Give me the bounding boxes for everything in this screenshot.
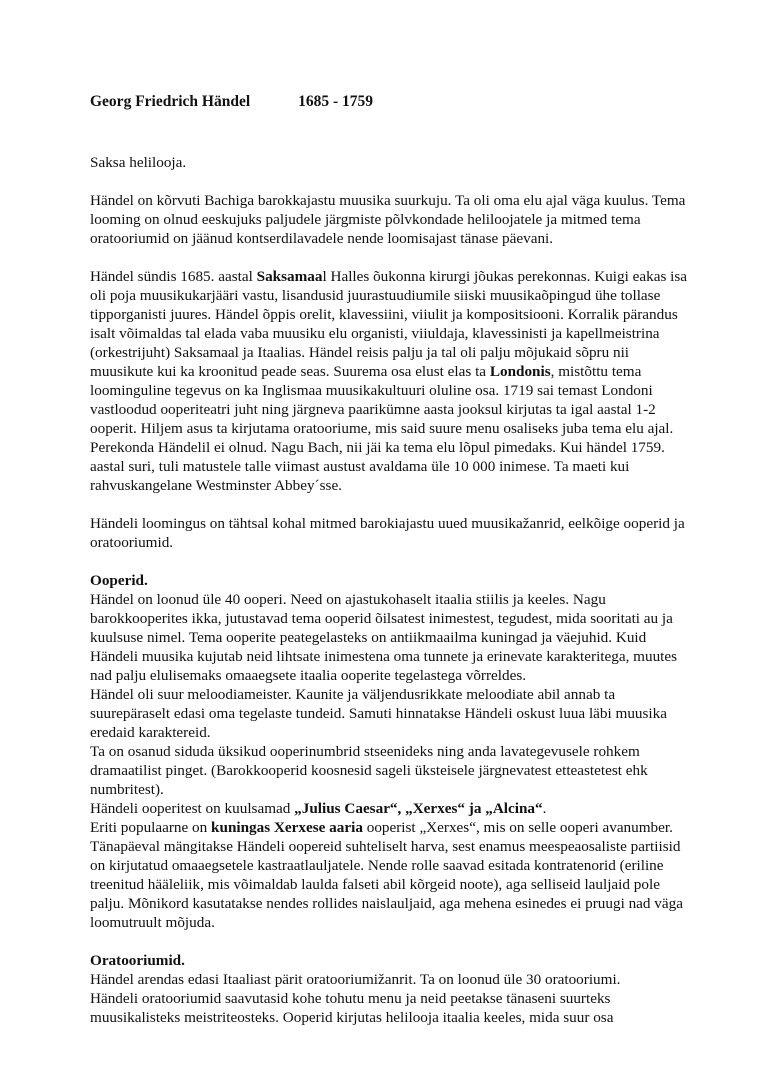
operas-heading: Ooperid. [90, 572, 148, 589]
bio-text-1: Händel sündis 1685. aastal [90, 268, 257, 285]
bio-text-3: , mistõttu tema loominguline tegevus on ka Inglismaa muusikakultuuri oluline osa. 1719 sai temast Londoni vastloodud ooperiteatri juht ning järgneva paarikümne aasta jooksul kirjutas ta igal aastal 1-2 ooperit. Hiljem asus ta kirjutama oratooriume, mis said suure menu osaliseks juba tema elu ajal. Perekonda Händelil ei olnud. Nagu Bach, nii jäi ka tema elu lõpul pimedaks. Kui händel 1759. aastal suri, tuli matustele talle viimast austust avaldama üle 10 000 inimese. Ta maeti kui rahvuskangelane Westminster Abbey´sse. [90, 363, 674, 494]
operas-l4-end: . [542, 800, 547, 817]
oratorios-line-2: Händeli oratooriumid saavutasid kohe tohutu menu ja neid peetakse tänaseni suurteks muusikalisteks meistriteosteks. Ooperid kirjutas helilooja itaalia keeles, mida suur osa [90, 990, 614, 1026]
oratorios-section [90, 951, 688, 1027]
operas-section [90, 571, 688, 932]
operas-line-1: Händel on loonud üle 40 ooperi. Need on ajastukohaselt itaalia stiilis ja keeles. Nagu barokkooperites ikka, jutustavad tema ooperid õilsatest inimestest, tegudest, mida sooritati au ja kuulsuse nimel. Tema ooperite peategelasteks on antiikmaailma kuningad ja väejuhid. Kuid Händeli muusika kujutab neid lihtsate inimestena oma tunnete ja erinevate karakteritega, muutes nad palju elulisemaks omaaegsete itaalia ooperite tegelastega võrreldes. [90, 591, 678, 684]
document-title [90, 92, 688, 111]
bio-bold-london: Londonis [489, 363, 551, 380]
biography-paragraph [90, 267, 688, 495]
famous-operas: „Julius Caesar“, „Xerxes“ ja „Alcina“ [294, 800, 543, 817]
operas-l5-end: ooperist „Xerxes“, mis on selle ooperi avanumber. [362, 819, 673, 836]
bio-bold-germany: Saksamaa [256, 268, 323, 285]
operas-l5-text: Eriti populaarne on [90, 819, 212, 836]
subtitle: Saksa helilooja. [90, 154, 187, 171]
bio-text-2: l Halles õukonna kirurgi jõukas perekonnas. Kuigi eakas isa oli poja muusikukarjääri vastu, lisandusid juurastuudiumile siiski muusikaõpingud ühe tollase tipporganisti juures. Händel õppis orelit, klavessiini, viiulit ja kompositsiooni. Korralik pärandus isalt võimaldas tal elada vaba muusiku elu organisti, viiuldaja, klavessinisti ja kapellmeistrina (orkestrijuht) Saksamaal ja Itaalias. Händel reisis palju ja tal oli palju mõjukaid sõpru nii muusikute kui ka kroonitud peade seas. Suurema osa elust elas ta [90, 268, 688, 380]
operas-line-6: Tänapäeval mängitakse Händeli oopereid suhteliselt harva, sest enamus meespeaosaliste partiisid on kirjutatud omaaegsetele kastraatlauljatele. Nende rolle saavad esitada kontratenorid (eriline treenitud hääleliik, mis võimaldab laulda falseti abil kõrgeid noote), aga selliseid lauljaid pole palju. Mõnikord kasutatakse nendes rollides naislauljaid, aga mehena esinedes ei pruugi nad väga loomutruult mõjuda. [90, 838, 683, 931]
operas-line-2: Händel oli suur meloodiameister. Kaunite ja väljendusrikkate meloodiate abil annab ta suurepäraselt edasi oma tegelaste tundeid. Samuti hinnatakse Händeli oskust luua läbi muusika eredaid karaktereid. [90, 686, 667, 741]
operas-line-4 [90, 799, 688, 818]
oratorios-line-1: Händel arendas edasi Itaaliast pärit oratooriumižanrit. Ta on loonud üle 30 oratooriumi. [90, 971, 621, 988]
composer-years: 1685 - 1759 [298, 93, 374, 110]
operas-line-5 [90, 818, 688, 837]
intro-paragraph: Händel on kõrvuti Bachiga barokkajastu muusika suurkuju. Ta oli oma elu ajal väga kuulus. Tema looming on olnud eeskujuks paljudele järgmiste põlvkondade heliloojatele ja mitmed tema oratooriumid on jäänud kontserdilavadele nende loomisajast tänase päevani. [90, 192, 686, 247]
operas-line-3: Ta on osanud siduda üksikud ooperinumbrid stseenideks ning anda lavategevusele rohkem dramaatilist pinget. (Barokkooperid koosnesid sageli üksteisele järgnevatest etteastetest ehk numbritest). [90, 743, 648, 798]
oratorios-heading: Oratooriumid. [90, 952, 185, 969]
operas-l4-text: Händeli ooperitest on kuulsamad [90, 800, 295, 817]
composer-name: Georg Friedrich Händel [90, 93, 251, 110]
xerxes-aria: kuningas Xerxese aaria [211, 819, 363, 836]
genres-paragraph: Händeli loomingus on tähtsal kohal mitmed barokiajastu uued muusikažanrid, eelkõige ooperid ja oratooriumid. [90, 515, 685, 551]
